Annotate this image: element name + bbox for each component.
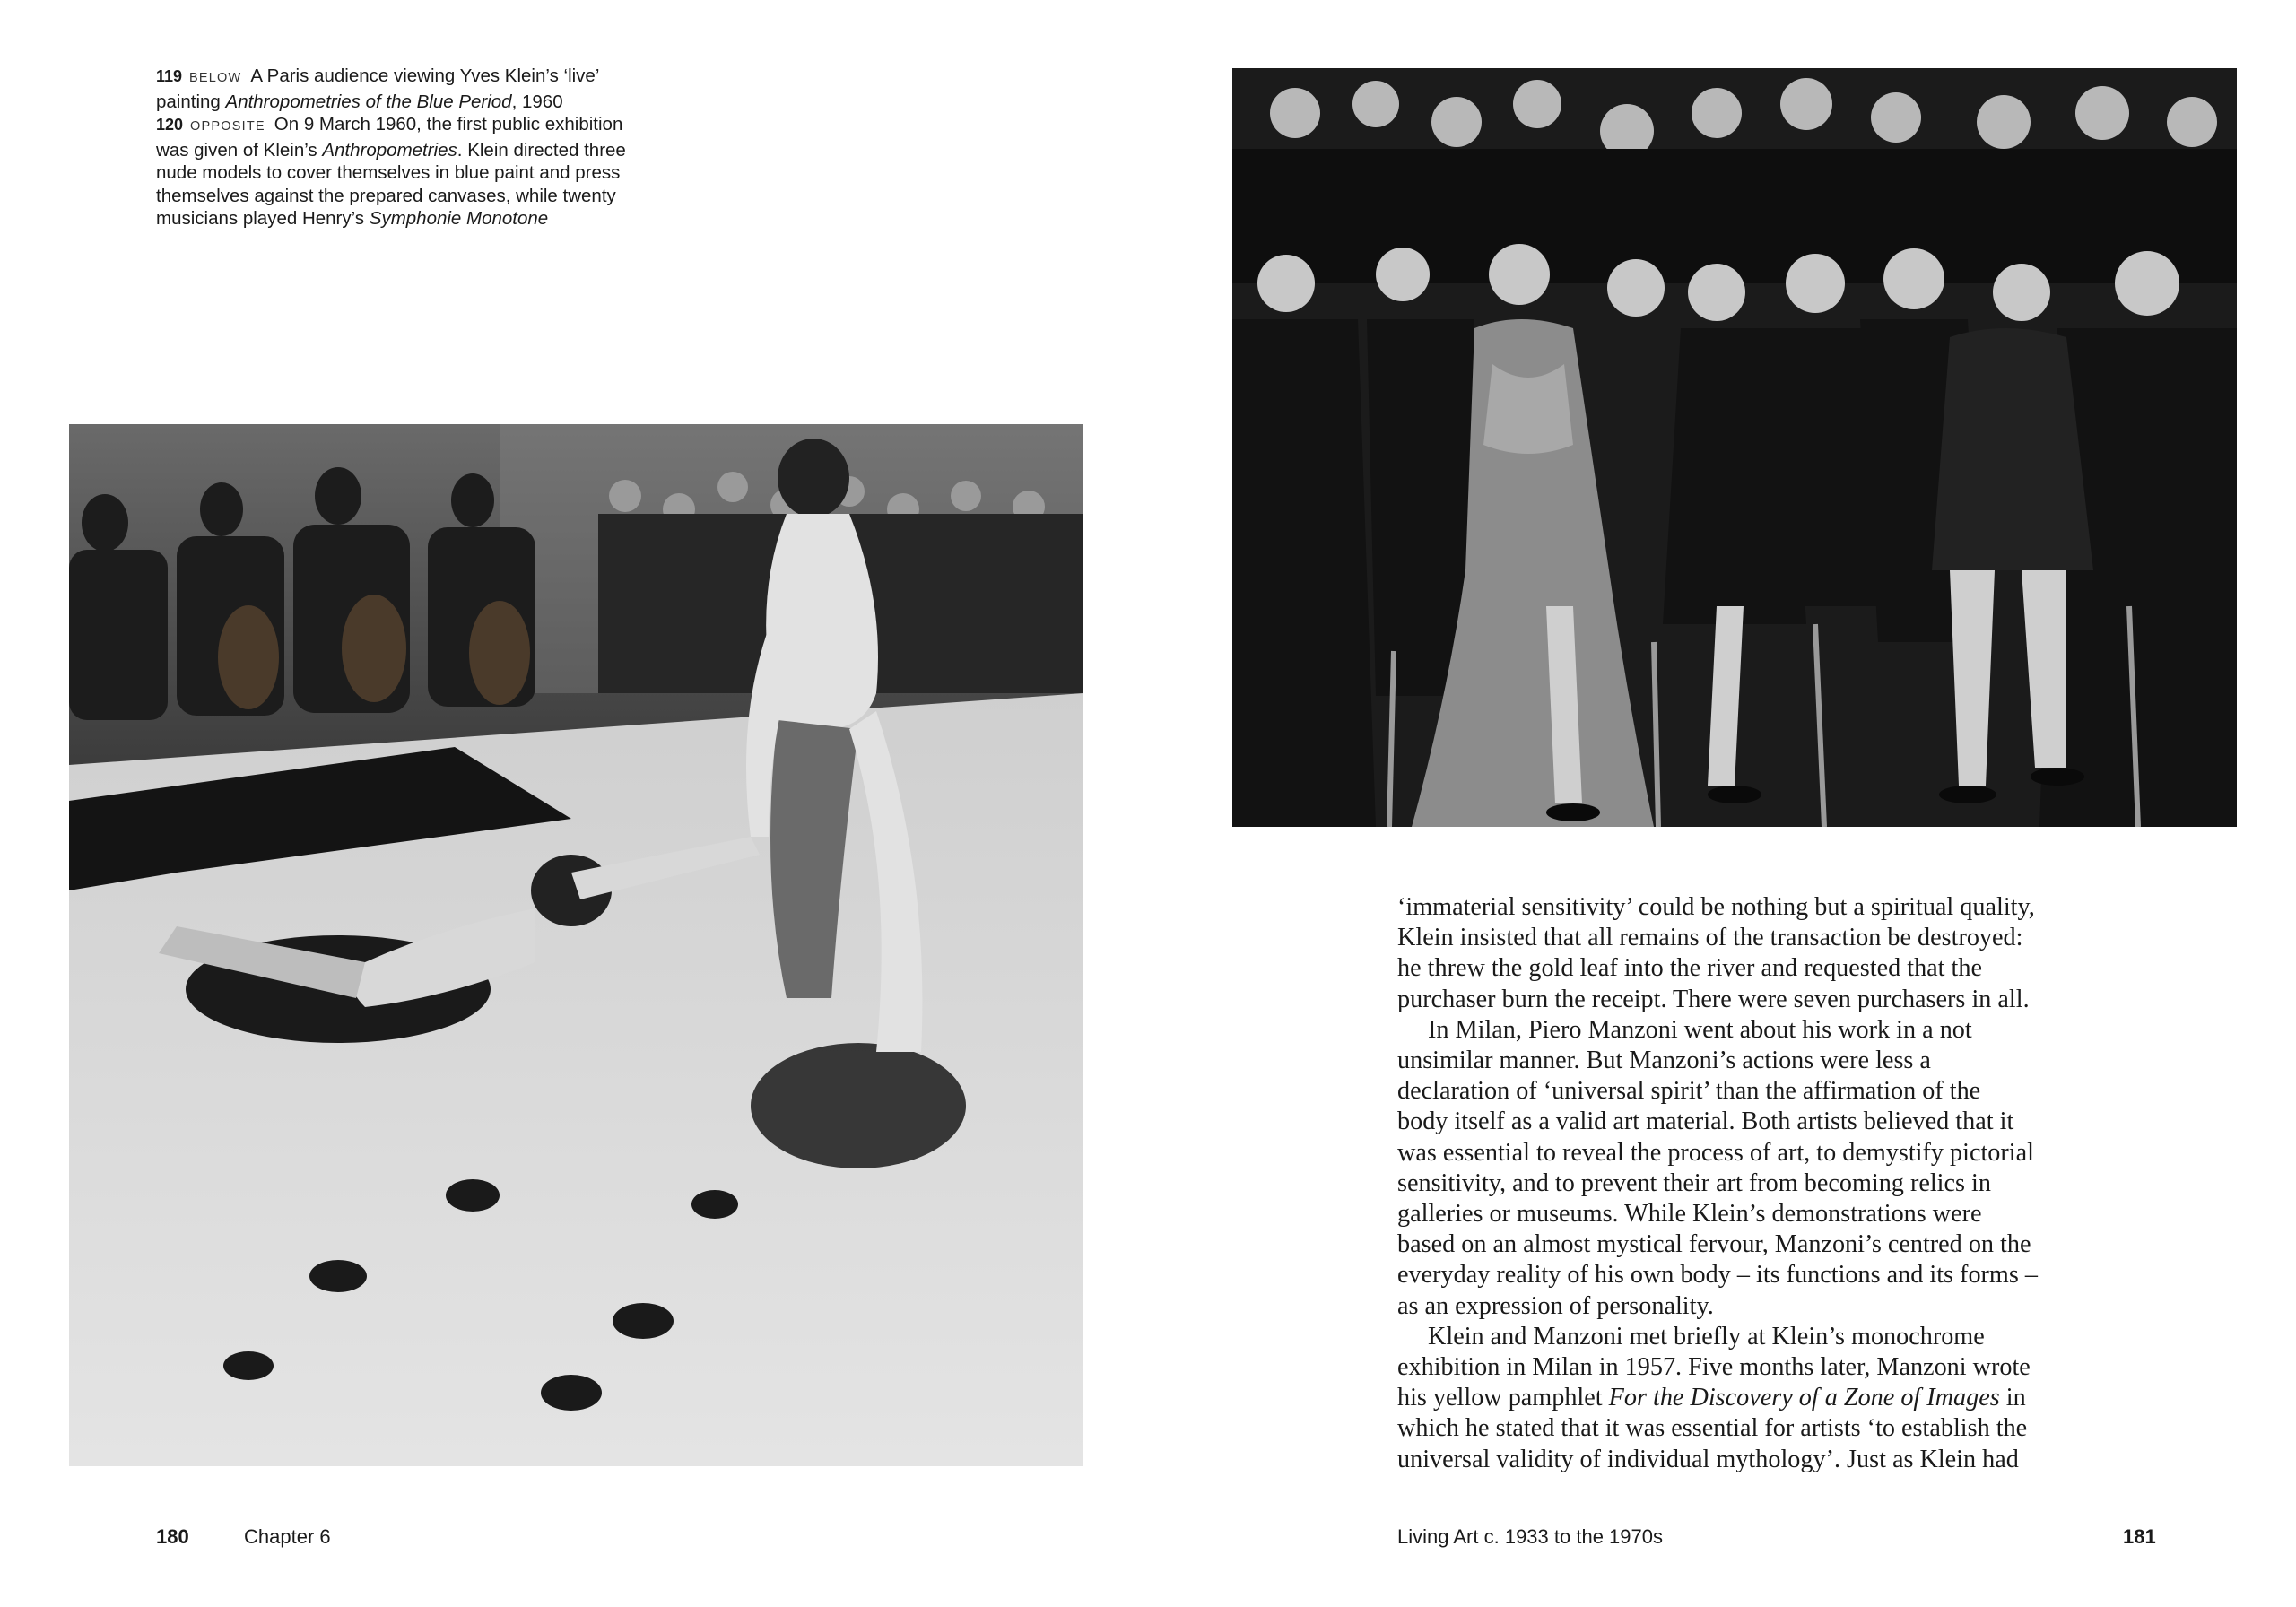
- body-line: [1397, 1260, 2151, 1290]
- body-line: [1397, 1168, 2151, 1199]
- text-run: body itself as a valid art material. Both artists believed that it: [1397, 1108, 2014, 1136]
- figure-direction: BELOW: [189, 71, 242, 85]
- caption-line: [156, 65, 694, 91]
- figure-direction: OPPOSITE: [190, 119, 265, 134]
- text-run: everyday reality of his own body – its functions and its forms –: [1397, 1261, 2038, 1290]
- body-line: [1397, 1138, 2151, 1168]
- left-page-number: 180: [156, 1525, 189, 1548]
- text-run: sensitivity, and to prevent their art from becoming relics in: [1397, 1168, 1991, 1197]
- right-running-head: Living Art c. 1933 to the 1970s: [1397, 1525, 1663, 1548]
- audience-photo-graphic: [1232, 68, 2237, 827]
- body-line: [1397, 1291, 2151, 1322]
- text-run: musicians played Henry’s: [156, 208, 370, 229]
- text-run: universal validity of individual mythology’. Just as Klein had: [1397, 1445, 2019, 1473]
- body-line: [1397, 1352, 2151, 1383]
- body-line: [1397, 1076, 2151, 1107]
- text-run: Klein insisted that all remains of the transaction be destroyed:: [1397, 924, 2023, 952]
- caption-line: [156, 185, 694, 208]
- body-line: [1397, 1322, 2151, 1352]
- figure-number: 120: [156, 116, 184, 134]
- caption-line: [156, 161, 694, 185]
- text-run: purchaser burn the receipt. There were seven purchasers in all.: [1397, 985, 2030, 1013]
- italic-title: Anthropometries: [322, 139, 457, 161]
- text-run: unsimilar manner. But Manzoni’s actions were less a: [1397, 1047, 1931, 1075]
- text-run: was essential to reveal the process of art, to demystify pictorial: [1397, 1138, 2034, 1167]
- body-line: [1397, 1107, 2151, 1137]
- text-run: painting: [156, 91, 226, 112]
- text-run: his yellow pamphlet: [1397, 1384, 1609, 1412]
- text-run: based on an almost mystical fervour, Manzoni’s centred on the: [1397, 1230, 2031, 1259]
- performance-photo-graphic: [69, 424, 1083, 1466]
- figure-number: 119: [156, 67, 183, 85]
- italic-title: Anthropometries of the Blue Period: [225, 91, 512, 112]
- text-run: , 1960: [511, 91, 563, 112]
- right-page-number: 181: [2123, 1525, 2156, 1548]
- caption-line: [156, 91, 694, 114]
- text-run: nude models to cover themselves in blue paint and press: [156, 162, 621, 183]
- text-run: Klein and Manzoni met briefly at Klein’s monochrome: [1428, 1322, 1985, 1351]
- body-line: [1397, 892, 2151, 923]
- left-running-head: Chapter 6: [244, 1525, 331, 1548]
- caption-line: [156, 113, 694, 139]
- body-line: [1397, 1046, 2151, 1076]
- text-run: in: [1999, 1384, 2026, 1412]
- text-run: ‘immaterial sensitivity’ could be nothing but a spiritual quality,: [1397, 893, 2035, 921]
- body-text: [1397, 892, 2151, 1475]
- figure-captions: [156, 65, 694, 230]
- caption-line: [156, 207, 694, 230]
- text-run: exhibition in Milan in 1957. Five months later, Manzoni wrote: [1397, 1353, 2031, 1382]
- text-run: was given of Klein’s: [156, 139, 323, 161]
- body-line: [1397, 1199, 2151, 1229]
- italic-title: Symphonie Monotone: [369, 208, 549, 229]
- italic-title: For the Discovery of a Zone of Images: [1608, 1384, 2000, 1412]
- text-run: In Milan, Piero Manzoni went about his work in a not: [1428, 1015, 1972, 1044]
- photo-anthropometries-performance: [69, 424, 1083, 1466]
- text-run: declaration of ‘universal spirit’ than the affirmation of the: [1397, 1077, 1981, 1106]
- body-line: [1397, 1413, 2151, 1444]
- text-run: galleries or museums. While Klein’s demonstrations were: [1397, 1200, 1982, 1229]
- text-run: which he stated that it was essential for artists ‘to establish the: [1397, 1414, 2028, 1443]
- body-line: [1397, 1229, 2151, 1260]
- text-run: On 9 March 1960, the first public exhibition: [274, 114, 623, 135]
- text-run: themselves against the prepared canvases, while twenty: [156, 185, 616, 206]
- caption-line: [156, 139, 694, 162]
- body-line: [1397, 1015, 2151, 1046]
- text-run: he threw the gold leaf into the river and requested that the: [1397, 954, 1982, 983]
- body-line: [1397, 1383, 2151, 1413]
- photo-paris-audience: [1232, 68, 2237, 827]
- text-run: . Klein directed three: [457, 139, 626, 161]
- body-line: [1397, 985, 2151, 1015]
- text-run: as an expression of personality.: [1397, 1291, 1714, 1320]
- body-line: [1397, 923, 2151, 953]
- text-run: A Paris audience viewing Yves Klein’s ‘live’: [250, 65, 600, 86]
- body-line: [1397, 1445, 2151, 1475]
- body-line: [1397, 953, 2151, 984]
